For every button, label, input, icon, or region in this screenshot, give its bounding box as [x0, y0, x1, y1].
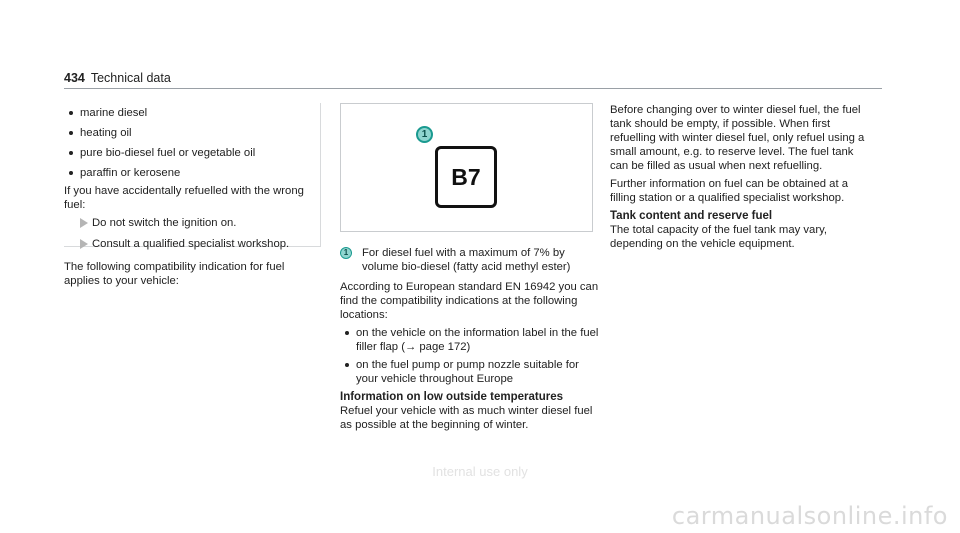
action-arrow-icon [80, 218, 88, 228]
list-item: on the vehicle on the information label in the fuel filler flap (→ page 172) [340, 326, 600, 354]
header-rule [64, 88, 882, 89]
standard-text: According to European standard EN 16942 you can find the compatibility indications at the following locations: [340, 281, 599, 321]
tank-content-heading: Tank content and reserve fuel [610, 210, 773, 222]
further-info-text: Further information on fuel can be obtained at a filling station or a qualified specialist workshop. [610, 178, 849, 204]
winter-fuel-text: Before changing over to winter diesel fuel, the fuel tank should be empty, if possible. When first refuelling with winter diesel fuel, only refuel using a small amount, e.g. to reserve level. The fuel tank can be filled as usual when next refuelling. [610, 104, 865, 172]
action-text: Do not switch the ignition on. [92, 217, 237, 229]
legend-number-icon: 1 [340, 247, 352, 259]
legend-text: For diesel fuel with a maximum of 7% by volume bio-diesel (fatty acid methyl ester) [362, 247, 571, 273]
action-text: Consult a qualified specialist workshop. [92, 238, 290, 250]
low-temperature-heading: Information on low outside temperatures [340, 391, 563, 403]
wrong-fuel-text: If you have accidentally refuelled with the wrong fuel: [64, 185, 304, 211]
fuel-label-figure [340, 103, 593, 232]
site-watermark: carmanualsonline.info [671, 502, 948, 530]
action-step [64, 216, 236, 230]
compatibility-info [340, 246, 600, 432]
list-item: on the fuel pump or pump nozzle suitable for your vehicle throughout Europe [340, 358, 600, 386]
page-number: 434 [64, 71, 85, 85]
list-item: pure bio-diesel fuel or vegetable oil [64, 146, 255, 160]
unsuitable-fuel-list [64, 106, 255, 186]
page-header [64, 71, 171, 85]
callout-number-icon: 1 [416, 126, 433, 143]
compatibility-intro: The following compatibility indication for fuel applies to your vehicle: [64, 261, 285, 287]
figure-legend [340, 246, 600, 274]
section-title: Technical data [90, 71, 171, 85]
wrong-fuel-box [64, 103, 321, 250]
list-item: heating oil [64, 126, 255, 140]
low-temperature-text: Refuel your vehicle with as much winter diesel fuel as possible at the beginning of winter. [340, 405, 593, 431]
list-item: paraffin or kerosene [64, 166, 255, 180]
internal-use-watermark: Internal use only [432, 464, 528, 479]
action-step [64, 237, 289, 251]
tank-content-text: The total capacity of the fuel tank may vary, depending on the vehicle equipment. [610, 224, 828, 250]
winter-fuel-info [610, 103, 872, 251]
action-arrow-icon [80, 239, 88, 249]
location-list [340, 326, 600, 386]
list-item: marine diesel [64, 106, 255, 120]
b7-label: B7 [435, 146, 497, 208]
